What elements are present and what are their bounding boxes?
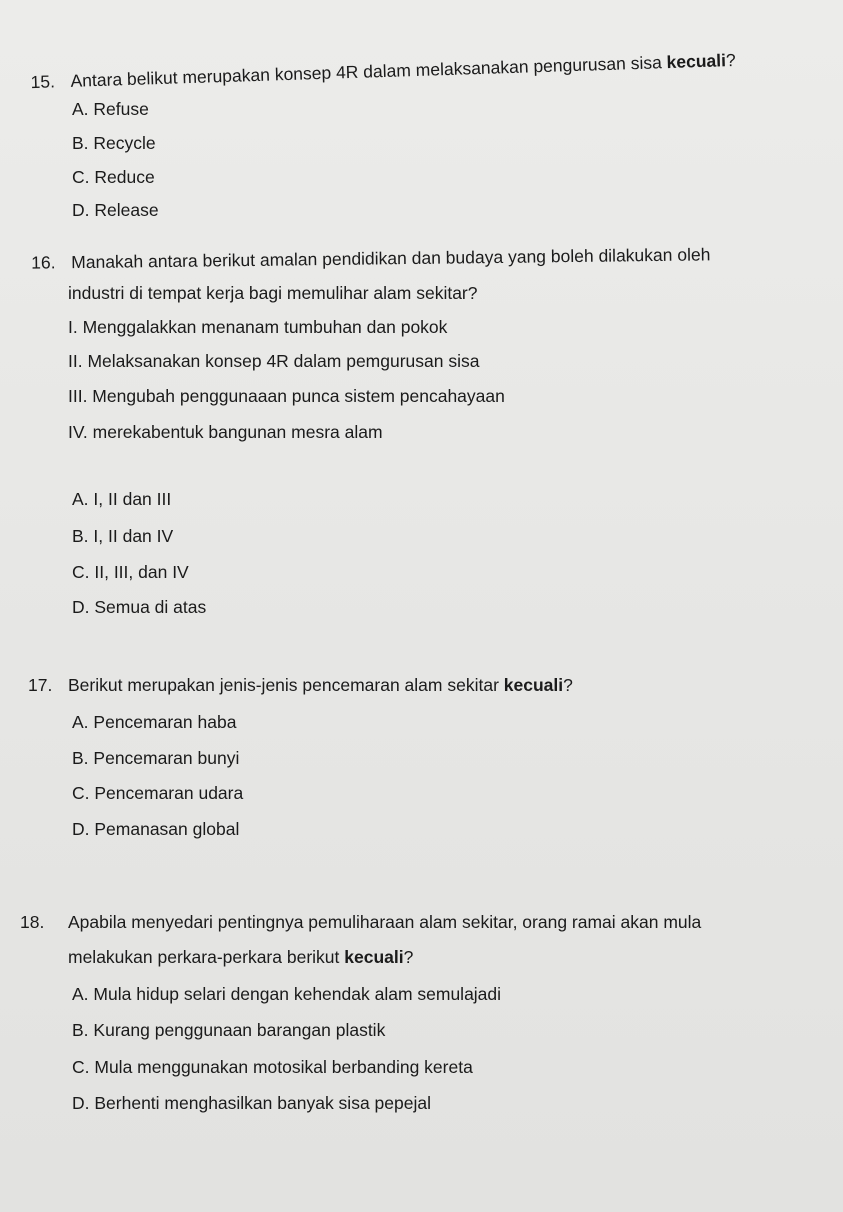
question-17-stem xyxy=(28,674,573,696)
question-18-stem-line1 xyxy=(20,911,701,933)
q15-option-d[interactable] xyxy=(72,199,159,221)
option-text: Recycle xyxy=(93,133,156,153)
option-text: Reduce xyxy=(94,167,155,187)
option-text: Pencemaran haba xyxy=(93,712,237,732)
option-letter: D. xyxy=(72,597,90,617)
question-16-stem-line2: industri di tempat kerja bagi memulihar alam sekitar? xyxy=(68,283,478,303)
question-text: Antara belikut merupakan konsep 4R dalam melaksanakan pengurusan sisa xyxy=(70,52,663,91)
statement-ii: II. Melaksanakan konsep 4R dalam pemgurusan sisa xyxy=(68,351,480,371)
option-text: II, III, dan IV xyxy=(94,562,189,582)
option-letter: C. xyxy=(72,562,90,582)
statement-iv: IV. merekabentuk bangunan mesra alam xyxy=(68,422,383,442)
question-suffix: ? xyxy=(403,947,414,967)
option-text: Pencemaran udara xyxy=(94,783,244,803)
option-letter: C. xyxy=(72,1057,90,1077)
option-letter: B. xyxy=(72,748,89,768)
option-text: Kurang penggunaan barangan plastik xyxy=(93,1020,386,1040)
option-text: Pemanasan global xyxy=(94,819,240,839)
q15-option-c[interactable] xyxy=(72,166,155,188)
statement-i: I. Menggalakkan menanam tumbuhan dan pokok xyxy=(68,317,448,337)
option-text: Berhenti menghasilkan banyak sisa pepejal xyxy=(94,1093,431,1113)
question-suffix: ? xyxy=(563,675,573,695)
option-letter: C. xyxy=(72,783,90,803)
q18-option-d[interactable] xyxy=(72,1092,431,1114)
question-16-stem-line1 xyxy=(31,243,710,273)
q18-option-c[interactable] xyxy=(72,1056,473,1078)
option-letter: D. xyxy=(72,1093,90,1113)
option-text: Mula hidup selari dengan kehendak alam semulajadi xyxy=(93,984,502,1004)
option-text: I, II dan III xyxy=(93,489,172,509)
question-18-stem-line2 xyxy=(68,946,413,968)
option-text: Refuse xyxy=(93,99,149,119)
q16-option-b[interactable] xyxy=(72,525,173,547)
q15-option-a[interactable] xyxy=(72,98,149,120)
question-text: melakukan perkara-perkara berikut xyxy=(68,947,340,967)
option-letter: C. xyxy=(72,167,90,187)
question-suffix: ? xyxy=(725,49,736,71)
question-number: 17. xyxy=(28,675,53,695)
option-letter: B. xyxy=(72,1020,89,1040)
option-letter: A. xyxy=(72,984,89,1004)
question-number: 15. xyxy=(30,71,56,93)
q16-option-d[interactable] xyxy=(72,596,206,618)
option-letter: A. xyxy=(72,489,89,509)
option-letter: D. xyxy=(72,819,90,839)
q18-option-a[interactable] xyxy=(72,983,501,1005)
option-letter: B. xyxy=(72,526,89,546)
option-text: Mula menggunakan motosikal berbanding kereta xyxy=(94,1057,473,1077)
q15-option-b[interactable] xyxy=(72,132,156,154)
q16-option-a[interactable] xyxy=(72,488,171,510)
question-number: 16. xyxy=(31,252,56,273)
option-text: Semua di atas xyxy=(94,597,207,617)
q17-option-c[interactable] xyxy=(72,782,243,804)
question-text: Manakah antara berikut amalan pendidikan dan budaya yang boleh dilakukan oleh xyxy=(71,244,711,273)
option-letter: A. xyxy=(72,712,89,732)
keyword-kecuali: kecuali xyxy=(666,50,727,73)
question-text: Apabila menyedari pentingnya pemuliharaan alam sekitar, orang ramai akan mula xyxy=(68,912,702,932)
keyword-kecuali: kecuali xyxy=(344,947,404,967)
q16-option-c[interactable] xyxy=(72,561,189,583)
option-letter: B. xyxy=(72,133,89,153)
keyword-kecuali: kecuali xyxy=(503,675,564,695)
q17-option-a[interactable] xyxy=(72,711,236,733)
option-letter: A. xyxy=(72,99,89,119)
option-text: Pencemaran bunyi xyxy=(93,748,240,768)
statement-iii: III. Mengubah penggunaaan punca sistem pencahayaan xyxy=(68,386,505,406)
question-text: Berikut merupakan jenis-jenis pencemaran alam sekitar xyxy=(68,675,499,695)
option-text: I, II dan IV xyxy=(93,526,174,546)
option-letter: D. xyxy=(72,200,90,220)
q17-option-d[interactable] xyxy=(72,818,239,840)
question-15-stem xyxy=(30,49,736,93)
question-number: 18. xyxy=(20,912,45,932)
option-text: Release xyxy=(94,200,159,220)
q18-option-b[interactable] xyxy=(72,1019,385,1041)
q17-option-b[interactable] xyxy=(72,747,239,769)
